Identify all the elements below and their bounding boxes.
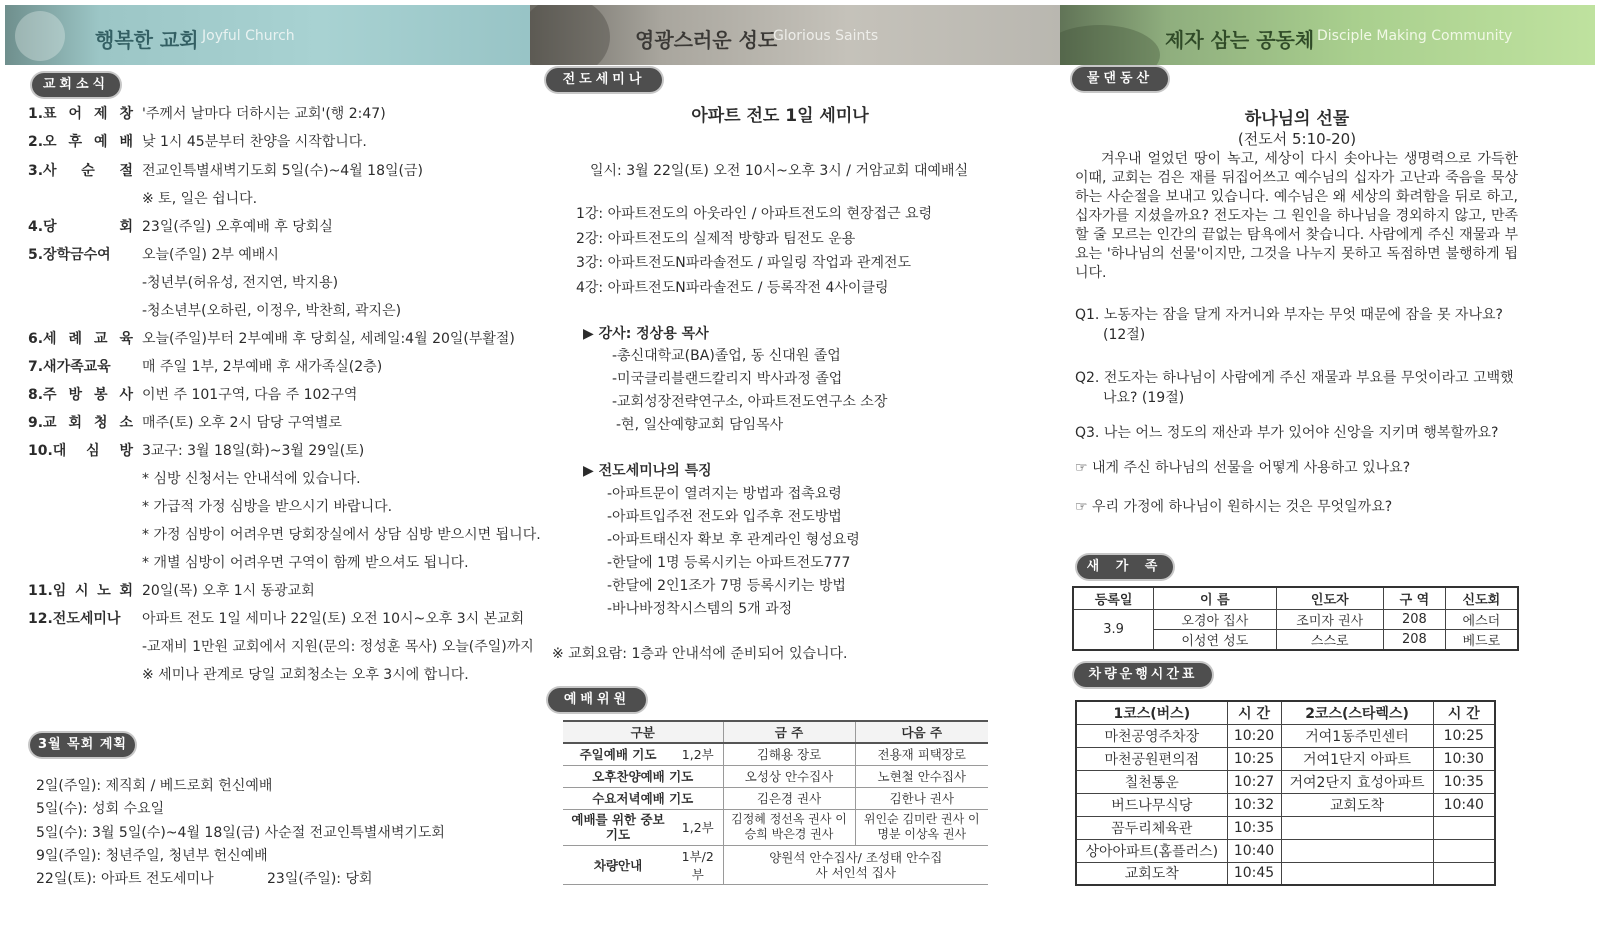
announcement-subline: -청소년부(오하린, 이정우, 박찬희, 곽지은) (142, 303, 402, 319)
table-row: 마천공영주차장 10:20 거여1동주민센터 10:25 (1076, 724, 1495, 747)
banner-photo (530, 5, 610, 65)
question-item: Q3. 나는 어느 정도의 재산과 부가 있어야 신앙을 지키며 행복할까요? (1075, 425, 1499, 441)
feature-line: -한달에 2인1조가 7명 등록시키는 방법 (607, 578, 846, 594)
announcement-text: 매주(토) 오후 2시 담당 구역별로 (142, 415, 342, 431)
col-header: 다음 주 (855, 721, 988, 743)
banner-title-en: Glorious Saints (773, 28, 879, 44)
announcement-subline: * 가정 심방이 어려우면 당회장실에서 상담 심방 받으시면 됩니다. (142, 527, 541, 543)
announcement-subline: * 개별 심방이 어려우면 구역이 함께 받으셔도 됩니다. (142, 555, 469, 571)
announcement-text: 오늘(주일)부터 2부예배 후 당회실, 세례일:4월 20일(부활절) (142, 331, 515, 347)
table-row: 주일예배 기도 1,2부 김해용 장로 전용재 피택장로 (563, 743, 988, 765)
announcement-label: 10.대 심 방 (28, 443, 133, 459)
plan-pill: 3월 목회 계획 (30, 733, 135, 757)
announcement-text: 전교인특별새벽기도회 5일(수)~4월 18일(금) (142, 163, 423, 179)
announcement-label: 6.세 례 교 육 (28, 331, 133, 347)
table-row: 이성연 성도 스스로 208 베드로 (1073, 629, 1518, 650)
col-header: 시 간 (1227, 701, 1281, 724)
announcement-text: '주께서 날마다 더하시는 교회'(행 2:47) (142, 106, 386, 122)
table-row: 수요저녁예배 기도 김은경 권사 김한나 권사 (563, 787, 988, 809)
table-row: 3.9 오경아 집사 조미자 권사 208 에스더 (1073, 609, 1518, 629)
announcement-label: 9.교 회 청 소 (28, 415, 133, 431)
table-row: 상아아파트(홈플러스) 10:40 (1076, 839, 1495, 862)
speaker-line: -총신대학교(BA)졸업, 동 신대원 졸업 (612, 348, 841, 364)
col-header: 인도자 (1276, 587, 1383, 609)
features-heading: ▶ 전도세미나의 특징 (583, 463, 712, 479)
banner-title-ko: 영광스러운 성도 (635, 28, 778, 52)
announcement-text: 23일(주일) 오후예배 후 당회실 (142, 219, 333, 235)
banner-title-en: Disciple Making Community (1317, 28, 1513, 44)
announcement-text: 3교구: 3월 18일(화)~3월 29일(토) (142, 443, 365, 459)
speaker-line: -미국클리블랜드칼리지 박사과정 졸업 (612, 371, 843, 387)
feature-line: -아파트문이 열려지는 방법과 접촉요령 (607, 486, 842, 502)
lecture-line: 4강: 아파트전도N파라솔전도 / 등록작전 4사이클링 (576, 280, 889, 296)
announcements-pill: 교회소식 (32, 73, 120, 97)
seminar-date: 일시: 3월 22일(토) 오전 10시~오후 3시 / 거암교회 대예배실 (590, 163, 969, 179)
col-header: 1코스(버스) (1076, 701, 1227, 724)
table-row: 예배를 위한 중보기도 1,2부 김정혜 정선옥 권사 이승희 박은경 권사 위인순 김미란 권사 이명분 이상옥 권사 (563, 809, 988, 845)
banner-title-ko: 제자 삼는 공동체 (1165, 28, 1315, 52)
announcement-text: 낮 1시 45분부터 찬양을 시작합니다. (142, 134, 367, 150)
announcement-label: 1.표 어 제 창 (28, 106, 133, 122)
feature-line: -아파트입주전 전도와 입주후 전도방법 (607, 509, 842, 525)
feature-line: -바나바정착시스템의 5개 과정 (607, 601, 793, 617)
banner-disciple-community (1060, 5, 1595, 65)
bible-study-title: 하나님의 선물 (1244, 109, 1350, 129)
announcement-subline: ※ 토, 일은 쉽니다. (142, 191, 258, 207)
question-item: ☞ 우리 가정에 하나님이 원하시는 것은 무엇일까요? (1075, 499, 1393, 515)
bible-study-pill: 물댄동산 (1072, 67, 1168, 91)
announcement-label: 7.새가족교육 (28, 359, 111, 375)
bible-study-paragraph: 겨우내 얼었던 땅이 녹고, 세상이 다시 솟아나는 생명력으로 가득한 이때, 교회는 검은 재를 뒤집어쓰고 예수님의 십자가 고난과 죽음을 묵상하는 사순절을 보내고 있습니다. 예수님은 왜 세상의 화려함을 뒤로 하고, 십자가를 지셨을까요? 전도자는 그 원인을 하나님을 경외하지 않고, 만족할 줄 모르는 인간의 끝없는 탐욕에서 찾습니다. 사람에게 주신 재물과 부요는 '하나님의 선물'이지만, 그것을 나누지 못하고 독점하면 불행하게 됩니다. (1075, 151, 1518, 281)
announcement-text: 20일(목) 오후 1시 동광교회 (142, 583, 315, 599)
speaker-heading: ▶ 강사: 정상용 목사 (583, 326, 709, 342)
banner-photo (15, 11, 65, 61)
announcement-label: 8.주 방 봉 사 (28, 387, 133, 403)
plan-line: 22일(토): 아파트 전도세미나 (36, 871, 214, 887)
question-item: Q2. 전도자는 하나님이 사람에게 주신 재물과 부요를 무엇이라고 고백했나요? (19절) (1075, 370, 1514, 406)
announcement-subline: * 심방 신청서는 안내석에 있습니다. (142, 471, 361, 487)
col-header: 등록일 (1073, 587, 1154, 609)
new-family-table (1072, 586, 1519, 651)
plan-line: 23일(주일): 당회 (267, 871, 373, 887)
feature-line: -한달에 1명 등록시키는 아파트전도777 (607, 555, 851, 571)
seminar-title: 아파트 전도 1일 세미나 (691, 106, 869, 126)
announcement-subline: -청년부(허유성, 전지연, 박지용) (142, 275, 339, 291)
announcement-subline: ※ 세미나 관계로 당일 교회청소는 오후 3시에 합니다. (142, 667, 469, 683)
shuttle-pill: 차량운행시간표 (1074, 663, 1212, 687)
plan-line: 9일(주일): 청년주일, 청년부 헌신예배 (36, 848, 268, 864)
col-header: 금 주 (723, 721, 855, 743)
worship-pill: 예배위원 (548, 688, 646, 712)
table-row: 칠천통운 10:27 거여2단지 효성아파트 10:35 (1076, 770, 1495, 793)
announcement-label: 3.사 순 절 (28, 163, 133, 179)
question-item: Q1. 노동자는 잠을 달게 자거니와 부자는 무엇 때문에 잠을 못 자나요? (12절) (1075, 307, 1503, 343)
feature-line: -아파트태신자 확보 후 관계라인 형성요령 (607, 532, 860, 548)
col-header: 구 역 (1383, 587, 1445, 609)
question-item: ☞ 내게 주신 하나님의 선물을 어떻게 사용하고 있나요? (1075, 460, 1411, 476)
shuttle-table (1075, 700, 1496, 886)
announcement-label: 12.전도세미나 (28, 611, 121, 627)
banner-glorious-saints (530, 5, 1060, 65)
bible-study-reference: (전도서 5:10-20) (1237, 130, 1357, 148)
table-row: 차량안내 1부/2부 양원석 안수집사/ 조성태 안수집사 서인석 집사 (563, 845, 988, 884)
table-row: 꼼두리체육관 10:35 (1076, 816, 1495, 839)
announcement-label: 2.오 후 예 배 (28, 134, 133, 150)
plan-line: 2일(주일): 제직회 / 베드로회 헌신예배 (36, 778, 273, 794)
worship-table (563, 720, 988, 885)
announcement-label: 11.임 시 노 회 (28, 583, 133, 599)
announcement-text: 오늘(주일) 2부 예배시 (142, 247, 279, 263)
plan-line: 5일(수): 3월 5일(수)~4월 18일(금) 사순절 전교인특별새벽기도회 (36, 825, 445, 841)
col-header: 이 름 (1154, 587, 1276, 609)
church-booklet-note: ※ 교회요람: 1층과 안내석에 준비되어 있습니다. (552, 646, 848, 662)
registration-date: 3.9 (1073, 609, 1154, 650)
lecture-line: 3강: 아파트전도N파라솔전도 / 파일링 작업과 관계전도 (576, 255, 912, 271)
lecture-line: 2강: 아파트전도의 실제적 방향과 팀전도 운용 (576, 231, 856, 247)
lecture-line: 1강: 아파트전도의 아웃라인 / 아파트전도의 현장접근 요령 (576, 206, 933, 222)
announcement-text: 이번 주 101구역, 다음 주 102구역 (142, 387, 358, 403)
seminar-pill: 전도세미나 (546, 68, 662, 92)
banner-photo (1060, 25, 1160, 65)
banner-joyful-church (5, 5, 530, 65)
table-row: 교회도착 10:45 (1076, 862, 1495, 885)
plan-line: 5일(수): 성회 수요일 (36, 801, 165, 817)
col-header: 시 간 (1433, 701, 1495, 724)
banner-title-en: Joyful Church (202, 28, 295, 44)
announcement-subline: -교재비 1만원 교회에서 지원(문의: 정성훈 목사) 오늘(주일)까지 (142, 639, 534, 655)
announcement-label: 4.당 회 (28, 219, 133, 235)
table-row: 오후찬양예배 기도 오성상 안수집사 노현철 안수집사 (563, 765, 988, 787)
col-header: 2코스(스타렉스) (1281, 701, 1433, 724)
col-header: 신도회 (1445, 587, 1518, 609)
announcement-text: 매 주일 1부, 2부예배 후 새가족실(2층) (142, 359, 383, 375)
table-row: 마천공원편의점 10:25 거여1단지 아파트 10:30 (1076, 747, 1495, 770)
new-family-pill: 새 가 족 (1077, 555, 1173, 579)
banner-title-ko: 행복한 교회 (95, 28, 199, 52)
table-row: 버드나무식당 10:32 교회도착 10:40 (1076, 793, 1495, 816)
announcement-text: 아파트 전도 1일 세미나 22일(토) 오전 10시~오후 3시 본교회 (142, 611, 525, 627)
speaker-line: -교회성장전략연구소, 아파트전도연구소 소장 (612, 394, 888, 410)
speaker-line: -현, 일산예향교회 담임목사 (616, 417, 784, 433)
announcement-subline: * 가급적 가정 심방을 받으시기 바랍니다. (142, 499, 393, 515)
col-header: 구분 (563, 721, 723, 743)
announcement-label: 5.장학금수여 (28, 247, 111, 263)
